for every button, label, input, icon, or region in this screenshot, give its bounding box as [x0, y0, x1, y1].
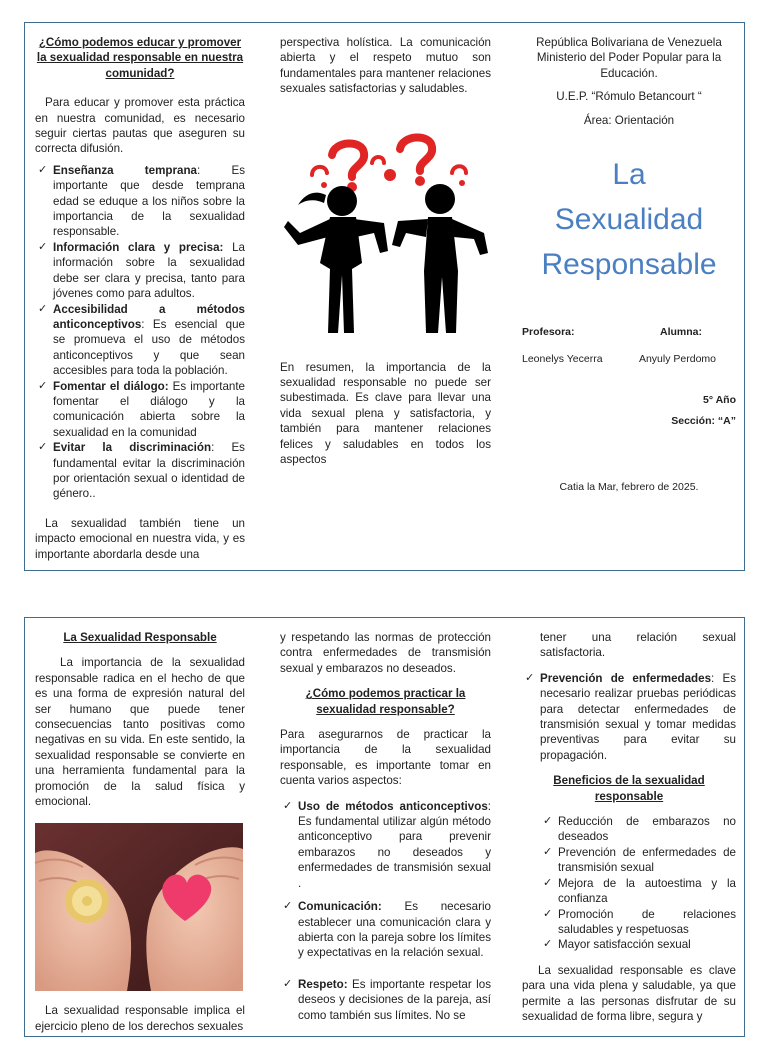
prevention-list	[522, 671, 736, 763]
title-line: Responsable	[541, 248, 717, 282]
list-item: ✓ Información clara y precisa: La información sobre la sexualidad debe ser clara y precisa, tanto para jóvenes como para adultos.	[38, 240, 245, 301]
check-icon: ✓	[38, 163, 48, 176]
check-icon: ✓	[283, 900, 293, 913]
continuation-paragraph: y respetando las normas de protección contra enfermedades de transmisión sexual y embarazos no deseados.	[280, 631, 491, 675]
list-item: ✓ Reducción de embarazos no deseados	[543, 815, 736, 844]
hands-condom-heart-photo	[35, 823, 243, 991]
section-heading: ¿Cómo podemos practicar la sexualidad responsable?	[305, 687, 466, 716]
country-name: República Bolivariana de Venezuela	[536, 36, 722, 49]
rights-paragraph: La sexualidad responsable implica el ejercicio pleno de los derechos sexuales	[35, 1004, 245, 1033]
class-section: Sección: “A”	[671, 415, 736, 428]
check-icon: ✓	[38, 441, 48, 454]
list-item: ✓ Mayor satisfacción sexual	[543, 938, 691, 952]
section-heading: ¿Cómo podemos educar y promover la sexualidad responsable en nuestra comunidad?	[36, 36, 244, 80]
check-icon: ✓	[543, 815, 553, 828]
list-item: ✓ Comunicación: Es necesario establecer una comunicación clara y abierta con la pareja sobre los límites y expectativas en la relación sexual.	[283, 900, 491, 960]
education-list	[35, 163, 245, 502]
teacher-name: Leonelys Yecerra	[522, 353, 603, 366]
list-item: ✓ Fomentar el diálogo: Es importante fomentar el diálogo y la comunicación abierta sobre la sexualidad en la comunidad	[38, 379, 246, 439]
closing-paragraph: La sexualidad también tiene un impacto emocional en nuestra vida, y es importante abordarla desde una	[35, 516, 245, 561]
cover-panel	[522, 35, 736, 495]
title-line: La	[612, 158, 646, 192]
subject-area: Área: Orientación	[583, 113, 675, 127]
check-icon: ✓	[283, 799, 293, 812]
list-item: ✓ Enseñanza temprana: Es importante que desde temprana edad se eduque a los niños sobre la importancia de la sexualidad responsable.	[38, 163, 245, 239]
school-year: 5° Año	[703, 393, 736, 406]
title-line: Sexualidad	[554, 203, 704, 237]
check-icon: ✓	[38, 240, 48, 253]
continuation-paragraph: perspectiva holística. La comunicación abierta y el respeto mutuo son fundamentales para mantener relaciones sexuales satisfactorias y saludables.	[280, 36, 491, 96]
practice-list	[280, 799, 491, 1023]
brochure-outside	[24, 22, 745, 571]
continuation-paragraph: tener una relación sexual satisfactoria.	[540, 631, 736, 660]
student-label: Alumna:	[660, 326, 702, 339]
list-item: ✓ Mejora de la autoestima y la confianza	[543, 876, 736, 906]
brochure-inside	[24, 617, 745, 1037]
list-item: ✓ Prevención de enfermedades de transmisión sexual	[543, 845, 736, 875]
check-icon: ✓	[543, 876, 553, 889]
closing-paragraph: La sexualidad responsable es clave para una vida plena y saludable, ya que permite a las personas disfrutar de su sexualidad de forma libre, segura y	[522, 963, 736, 1023]
check-icon: ✓	[543, 907, 553, 920]
panel1-col1	[35, 35, 245, 562]
panel1-col2	[280, 35, 491, 467]
intro-paragraph: Para asegurarnos de practicar la importancia de la sexualidad responsable, es importante tomar en cuenta varios aspectos:	[280, 728, 491, 788]
check-icon: ✓	[525, 671, 535, 684]
benefits-list	[522, 814, 736, 953]
panel2-col1	[35, 630, 245, 1034]
credits-names	[522, 352, 736, 367]
check-icon: ✓	[38, 379, 48, 392]
panel2-col2	[280, 630, 491, 1023]
list-item: ✓ Respeto: Es importante respetar los deseos y decisiones de la pareja, así como también sus límites. No se	[283, 977, 491, 1022]
check-icon: ✓	[543, 845, 553, 858]
list-item: ✓ Uso de métodos anticonceptivos: Es fundamental utilizar algún método anticonceptivo para prevenir embarazos no deseados y enfermedades de transmisión sexual .	[283, 799, 491, 890]
section-heading: La Sexualidad Responsable	[63, 631, 217, 644]
list-item: ✓ Prevención de enfermedades: Es necesario realizar pruebas periódicas para detectar enfermedades de transmisión sexual y tomar medidas preventivas para evitar su propagación.	[525, 671, 736, 762]
summary-paragraph: En resumen, la importancia de la sexualidad responsable no puede ser subestimada. Es clave para llevar una vida sexual plena y satisfactoria, y también para mantener relaciones felices y saludables en todos los aspectos	[280, 360, 491, 467]
check-icon: ✓	[283, 977, 293, 990]
list-item: ✓ Accesibilidad a métodos anticonceptivos: Es esencial que se promueva el uso de métodos anticonceptivos y que sean accesibles para toda la población.	[38, 302, 245, 378]
teacher-label: Profesora:	[522, 326, 575, 339]
check-icon: ✓	[543, 938, 553, 951]
list-item: ✓ Evitar la discriminación: Es fundamental evitar la discriminación por orientación sexual o identidad de género..	[38, 441, 245, 501]
student-name: Anyuly Perdomo	[638, 353, 716, 366]
school-name: U.E.P. “Rómulo Betancourt “	[556, 90, 702, 104]
intro-paragraph: Para educar y promover esta práctica en nuestra comunidad, es necesario seguir ciertas pautas que aseguren su correcta difusión.	[35, 96, 245, 156]
place-date: Catia la Mar, febrero de 2025.	[559, 480, 699, 493]
section-heading: Beneficios de la sexualidad responsable	[553, 774, 705, 803]
ministry-name: Ministerio del Poder Popular para la Educación.	[536, 51, 722, 80]
credits-labels	[522, 325, 736, 340]
list-item: ✓ Promoción de relaciones saludables y respetuosas	[543, 907, 736, 936]
cover-title	[522, 152, 736, 287]
panel2-col3	[522, 630, 736, 1024]
importance-paragraph: La importancia de la sexualidad responsable radica en el hecho de que es una forma de expresión natural del ser humano que puede tener consecuencias tanto positivas como negativas en su vida. En este sentido, la sexualidad responsable se convierte en una herramienta fundamental para la promoción de la salud física y emocional.	[35, 656, 245, 809]
couple-question-marks-illustration	[280, 133, 491, 338]
check-icon: ✓	[38, 302, 48, 315]
